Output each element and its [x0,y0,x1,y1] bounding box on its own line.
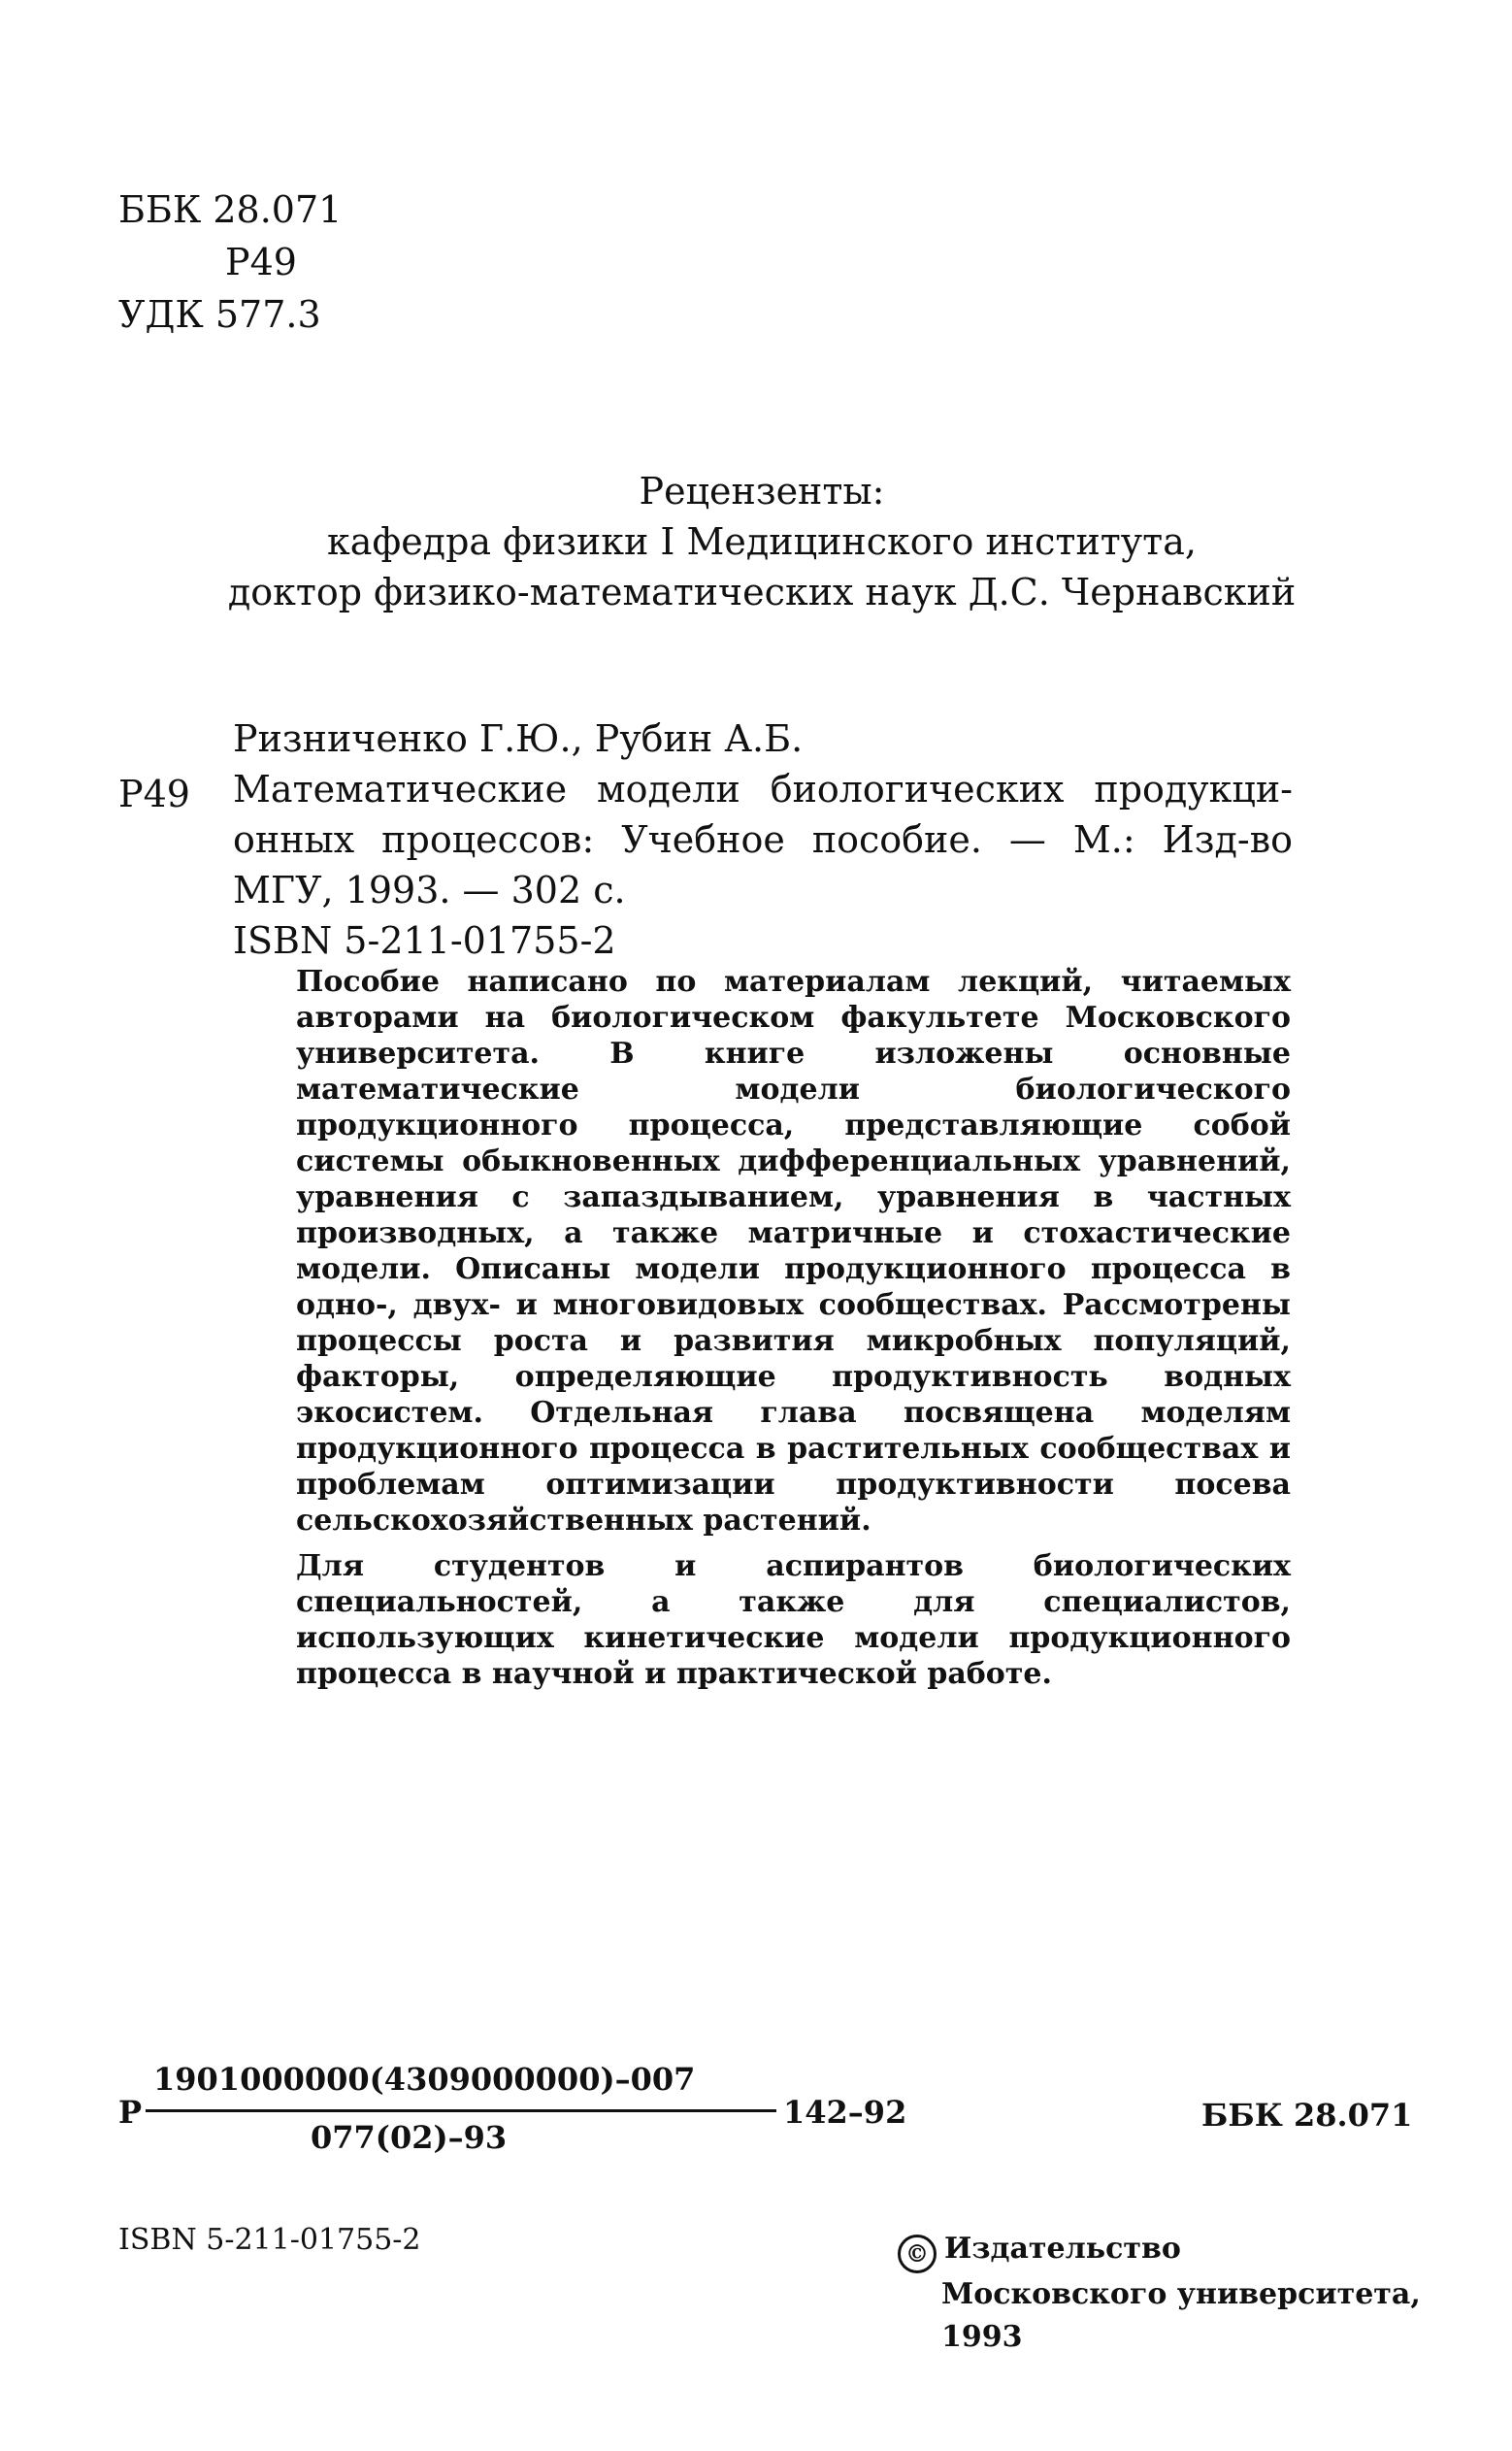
bibliographic-entry [233,713,1293,966]
bbk-code: ББК 28.071 [118,188,343,231]
publication-code-suffix: 142–92 [783,2094,907,2131]
copyright-university: Московского университета, [941,2277,1421,2311]
abstract [296,964,1291,1692]
fraction-bar [146,2109,776,2112]
entry-title-line-2: онных процессов: Учебное пособие. — М.: Изд-во [233,818,1293,861]
publication-code-numerator: 1901000000(4309000000)–007 [153,2061,696,2098]
reviewers-line-2: доктор физико-математических наук Д.С. Чернавский [227,571,1297,613]
publication-code-denominator: 077(02)–93 [311,2119,508,2156]
udk-code: УДК 577.3 [118,293,321,336]
copyright-year: 1993 [941,2320,1023,2354]
copyright-publisher: Издательство [944,2232,1181,2266]
reviewers-heading: Рецензенты: [639,470,885,513]
entry-title-line-3: МГУ, 1993. — 302 с. [233,869,626,911]
author-mark: Р49 [225,241,297,283]
entry-code: Р49 [118,773,190,815]
copyright-block [898,2228,1421,2359]
entry-title-line-1: Математические модели биологических продукци- [233,768,1293,811]
reviewers-line-1: кафедра физики I Медицинского института, [327,520,1197,563]
copyright-icon: © [898,2235,937,2273]
bbk-bottom: ББК 28.071 [1201,2097,1413,2134]
classification-block [118,184,342,342]
entry-isbn: ISBN 5-211-01755-2 [233,919,616,962]
reviewers-block [223,466,1300,617]
publication-code-prefix: Р [118,2094,143,2131]
abstract-paragraph-1: Пособие написано по материалам лекций, читаемых авторами на биологическом факультете Московского университета. В книге изложены основные математические модели биологического продукционного процесса, представляющие собой системы обыкновенных дифференциальных уравнений, уравнения с запаздыванием, уравнения в частных производных, а также матричные и стохастические модели. Описаны модели продукционного процесса в одно-, двух- и многовидовых сообществах. Рассмотрены процессы роста и развития микробных популяций, факторы, определяющие продуктивность водных экосистем. Отдельная глава посвящена моделям продукционного процесса в растительных сообществах и проблемам оптимизации продуктивности посева сельскохозяйственных растений. [296,965,1291,1538]
isbn-bottom: ISBN 5-211-01755-2 [118,2223,421,2257]
entry-authors: Ризниченко Г.Ю., Рубин А.Б. [233,717,804,760]
abstract-paragraph-2: Для студентов и аспирантов биологических специальностей, а также для специалистов, использующих кинетические модели продукционного процесса в научной и практической работе. [296,1549,1291,1691]
